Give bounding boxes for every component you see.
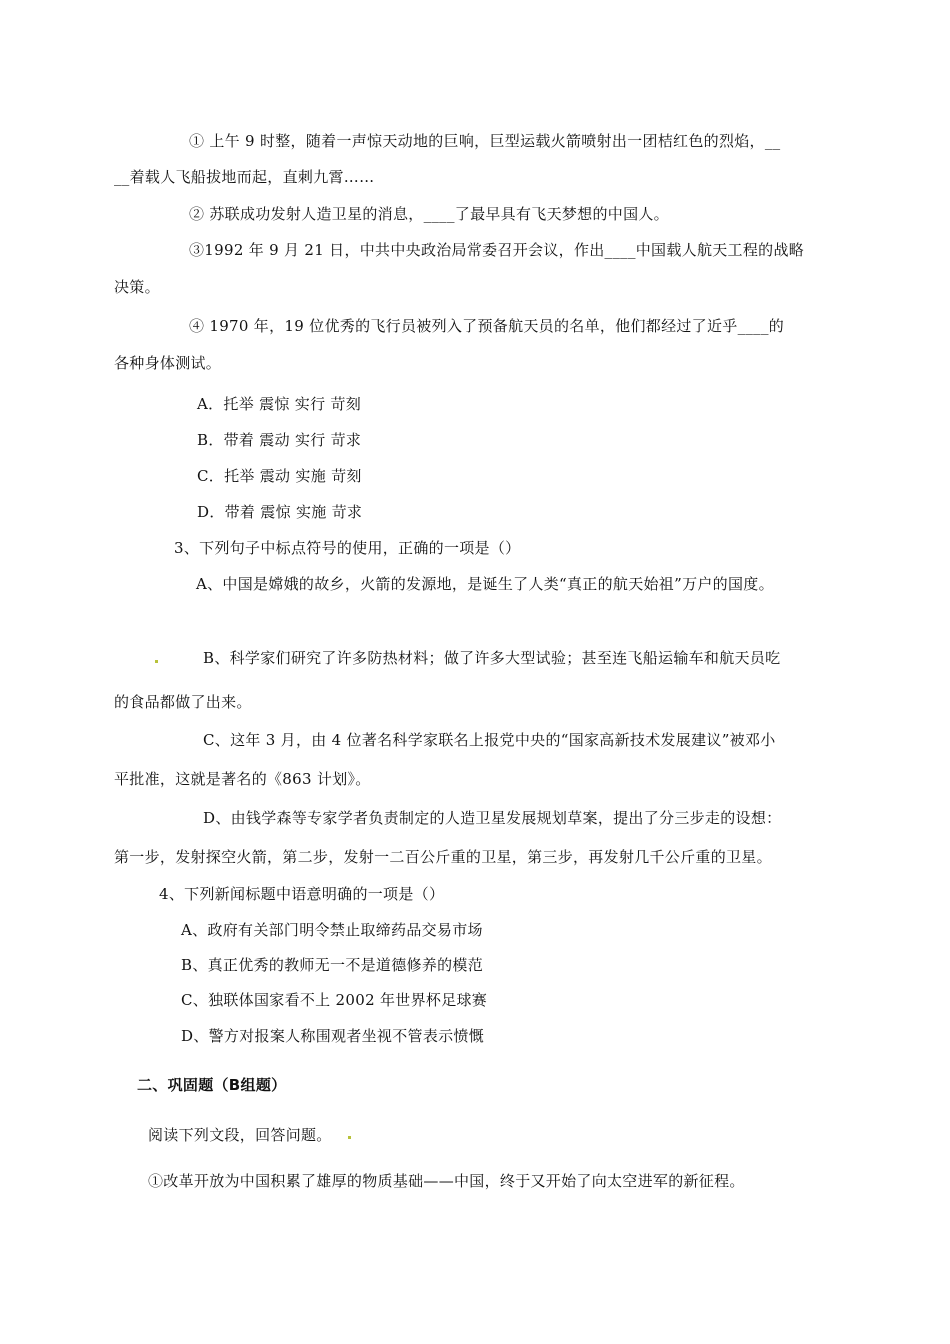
q4-option-d: D、警方对报案人称围观者坐视不管表示愤慨 [181, 1027, 485, 1045]
q4-option-b: B、真正优秀的教师无一不是道德修养的模范 [181, 956, 484, 974]
q2-sentence1-line1: ① 上午 9 时整，随着一声惊天动地的巨响，巨型运载火箭喷射出一团桔红色的烈焰，__ [189, 132, 781, 150]
q2-option-a: A．托举 震惊 实行 苛刻 [197, 395, 362, 413]
q2-option-b: B．带着 震动 实行 苛求 [197, 431, 362, 449]
q2-sentence1-line2: __着载人飞船拔地而起，直刺九霄…… [114, 168, 375, 186]
q3-option-b-line2: 的食品都做了出来。 [114, 693, 252, 711]
q3-option-a: A、中国是嫦娥的故乡，火箭的发源地，是诞生了人类“真正的航天始祖”万户的国度。 [196, 575, 774, 593]
stray-mark [155, 660, 158, 663]
q2-option-d: D．带着 震惊 实施 苛求 [197, 503, 363, 521]
q2-option-c: C．托举 震动 实施 苛刻 [197, 467, 362, 485]
q2-sentence3-line1: ③1992 年 9 月 21 日，中共中央政治局常委召开会议，作出____中国载人航天工程的战略 [189, 241, 805, 259]
q2-sentence4-line2: 各种身体测试。 [114, 354, 222, 372]
q3-option-d-line1: D、由钱学森等专家学者负责制定的人造卫星发展规划草案，提出了分三步走的设想： [203, 809, 782, 827]
q3-option-b-line1: B、科学家们研究了许多防热材料；做了许多大型试验；甚至连飞船运输车和航天员吃 [203, 649, 781, 667]
section2-paragraph1: ①改革开放为中国积累了雄厚的物质基础——中国，终于又开始了向太空进军的新征程。 [148, 1172, 745, 1190]
q4-stem: 4、下列新闻标题中语意明确的一项是（） [159, 885, 445, 903]
q3-option-d-line2: 第一步，发射探空火箭，第二步，发射一二百公斤重的卫星，第三步，再发射几千公斤重的卫星。 [114, 848, 772, 866]
stray-mark [348, 1136, 351, 1139]
q2-sentence3-line2: 决策。 [114, 278, 160, 296]
q3-option-c-line1: C、这年 3 月，由 4 位著名科学家联名上报党中央的“国家高新技术发展建议”被邓小 [203, 731, 776, 749]
q3-option-c-line2: 平批准，这就是著名的《863 计划》。 [114, 770, 371, 788]
q4-option-c: C、独联体国家看不上 2002 年世界杯足球赛 [181, 991, 488, 1009]
section2-heading: 二、巩固题（B组题） [137, 1076, 287, 1094]
q4-option-a: A、政府有关部门明令禁止取缔药品交易市场 [181, 921, 483, 939]
q3-stem: 3、下列句子中标点符号的使用，正确的一项是（） [174, 539, 521, 557]
q2-sentence4-line1: ④ 1970 年，19 位优秀的飞行员被列入了预备航天员的名单，他们都经过了近乎____的 [189, 317, 785, 335]
q2-sentence2: ② 苏联成功发射人造卫星的消息，____了最早具有飞天梦想的中国人。 [189, 205, 669, 223]
section2-intro: 阅读下列文段，回答问题。 [148, 1126, 332, 1144]
